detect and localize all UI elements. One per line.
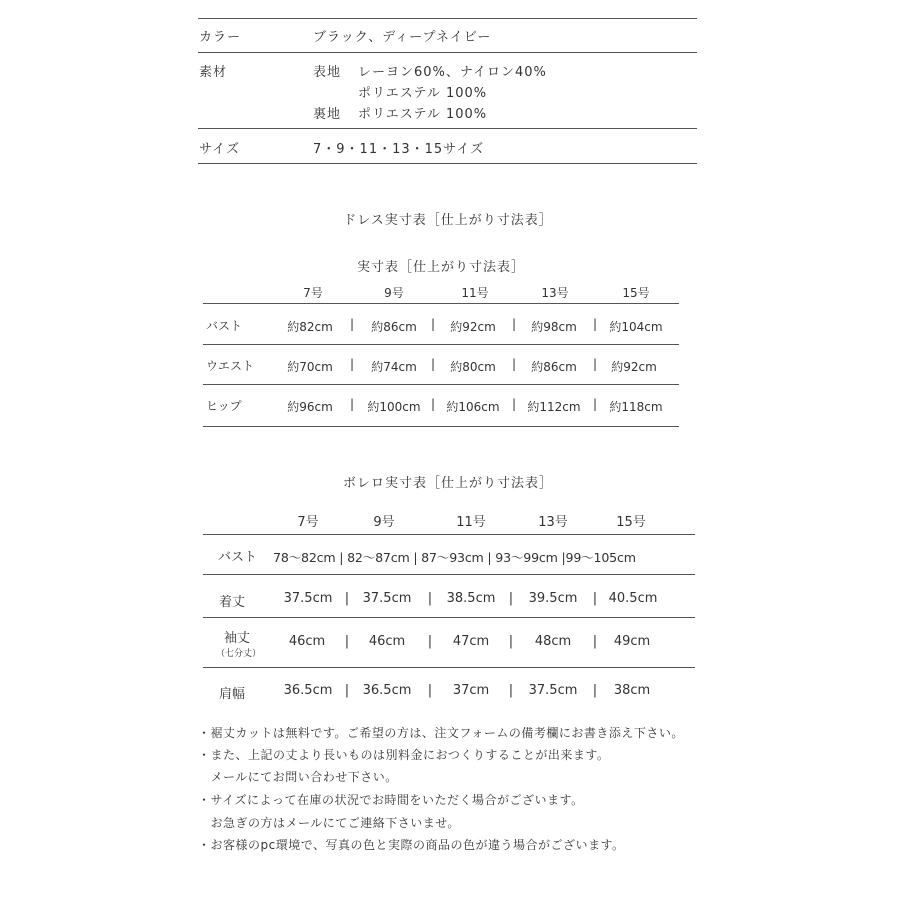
cell: 40.5cm (608, 591, 658, 606)
divider (203, 303, 679, 304)
divider (203, 667, 695, 668)
size-header: 15号 (616, 515, 646, 530)
cell-separator: | (430, 397, 436, 411)
cell: 約118cm (609, 400, 663, 414)
cell: 49cm (613, 634, 651, 649)
cell: 38.5cm (446, 591, 496, 606)
cell: 約106cm (446, 400, 500, 414)
outer-fabric-label: 表地 (313, 65, 342, 80)
size-header: 13号 (541, 286, 569, 300)
cell: 約112cm (527, 400, 581, 414)
cell-separator: | (592, 634, 598, 649)
row-label: 袖丈 (224, 631, 251, 646)
cell-separator: | (344, 591, 350, 606)
outer-fabric-value-2: ポリエステル 100% (358, 86, 488, 101)
cell: 46cm (288, 634, 326, 649)
cell: 約92cm (450, 320, 496, 334)
lining-value: ポリエステル 100% (358, 107, 488, 122)
cell-separator: | (344, 683, 350, 698)
divider (198, 52, 697, 53)
cell-separator: | (344, 634, 350, 649)
cell: 47cm (452, 634, 490, 649)
cell: 39.5cm (528, 591, 578, 606)
note-line: ・お客様のpc環境で、写真の色と実際の商品の色が違う場合がございます。 (198, 838, 625, 852)
cell-separator: | (427, 591, 433, 606)
cell: 37cm (452, 683, 490, 698)
note-line: メールにてお問い合わせ下さい。 (198, 770, 398, 784)
row-label: バスト (218, 550, 258, 565)
cell: 約80cm (450, 360, 496, 374)
cell: 36.5cm (283, 683, 333, 698)
cell-separator: | (508, 591, 514, 606)
cell-separator: | (592, 357, 598, 371)
cell-separator: | (349, 357, 355, 371)
divider (203, 574, 695, 575)
size-header: 7号 (303, 286, 323, 300)
cell-separator: | (430, 317, 436, 331)
cell-separator: | (349, 397, 355, 411)
size-header: 9号 (384, 286, 404, 300)
cell: 約98cm (531, 320, 577, 334)
cell: 37.5cm (362, 591, 412, 606)
cell-separator: | (511, 317, 517, 331)
row-label: ウエスト (206, 359, 255, 373)
dress-heading: ドレス実寸表［仕上がり寸法表］ (343, 213, 553, 228)
divider (198, 128, 697, 129)
cell-separator: | (508, 683, 514, 698)
cell: 37.5cm (283, 591, 333, 606)
size-value: 7・9・11・13・15サイズ (313, 142, 485, 157)
note-line: ・また、上記の丈より長いものは別料金におつくりすることが出来ます。 (198, 748, 610, 762)
cell-separator: | (511, 397, 517, 411)
divider (203, 534, 695, 535)
row-label: 着丈 (219, 595, 246, 610)
cell: 約100cm (367, 400, 421, 414)
cell-separator: | (430, 357, 436, 371)
note-line: お急ぎの方はメールにてご連絡下さいませ。 (198, 816, 460, 830)
size-header: 13号 (538, 515, 568, 530)
size-header: 15号 (622, 286, 650, 300)
cell: 約86cm (371, 320, 417, 334)
note-line: ・サイズによって在庫の状況でお時間をいただく場合がございます。 (198, 793, 584, 807)
color-label: カラー (199, 30, 242, 45)
dress-table-title: 実寸表［仕上がり寸法表］ (356, 260, 526, 275)
size-header: 9号 (373, 515, 395, 530)
row-label: ヒップ (206, 399, 242, 413)
cell-separator: | (427, 683, 433, 698)
divider (203, 344, 679, 345)
divider (203, 617, 695, 618)
cell-separator: | (592, 591, 598, 606)
note-line: ・裾丈カットは無料です。ご希望の方は、注文フォームの備考欄にお書き添え下さい。 (198, 726, 684, 740)
lining-label: 裏地 (313, 107, 342, 122)
row-sublabel: （七分丈） (216, 649, 262, 659)
cell-separator: | (349, 317, 355, 331)
divider (203, 426, 679, 427)
cell-separator: | (592, 317, 598, 331)
cell: 約104cm (609, 320, 663, 334)
cell-separator: | (592, 397, 598, 411)
cell: 48cm (534, 634, 572, 649)
divider (198, 163, 697, 164)
size-header: 7号 (297, 515, 319, 530)
cell-separator: | (508, 634, 514, 649)
row-label: 肩幅 (219, 687, 246, 702)
cell: 約74cm (371, 360, 417, 374)
cell: 約70cm (287, 360, 333, 374)
outer-fabric-value-1: レーヨン60%、ナイロン40% (358, 65, 547, 80)
cell: 38cm (613, 683, 651, 698)
cell-separator: | (592, 683, 598, 698)
cell: 約96cm (287, 400, 333, 414)
material-label: 素材 (199, 65, 228, 80)
cell: 約92cm (611, 360, 657, 374)
cell: 37.5cm (528, 683, 578, 698)
bolero-heading: ボレロ実寸表［仕上がり寸法表］ (342, 476, 554, 491)
size-header: 11号 (461, 286, 489, 300)
cell: 約82cm (287, 320, 333, 334)
cell: 36.5cm (362, 683, 412, 698)
cell: 46cm (368, 634, 406, 649)
bust-values: 78～82cm | 82～87cm | 87～93cm | 93～99cm |99～105cm (273, 550, 636, 565)
cell: 約86cm (531, 360, 577, 374)
divider (203, 384, 679, 385)
divider (198, 18, 697, 19)
cell-separator: | (511, 357, 517, 371)
row-label: バスト (206, 319, 243, 333)
size-label: サイズ (199, 142, 240, 157)
color-value: ブラック、ディープネイビー (313, 30, 492, 45)
size-header: 11号 (456, 515, 486, 530)
cell-separator: | (427, 634, 433, 649)
